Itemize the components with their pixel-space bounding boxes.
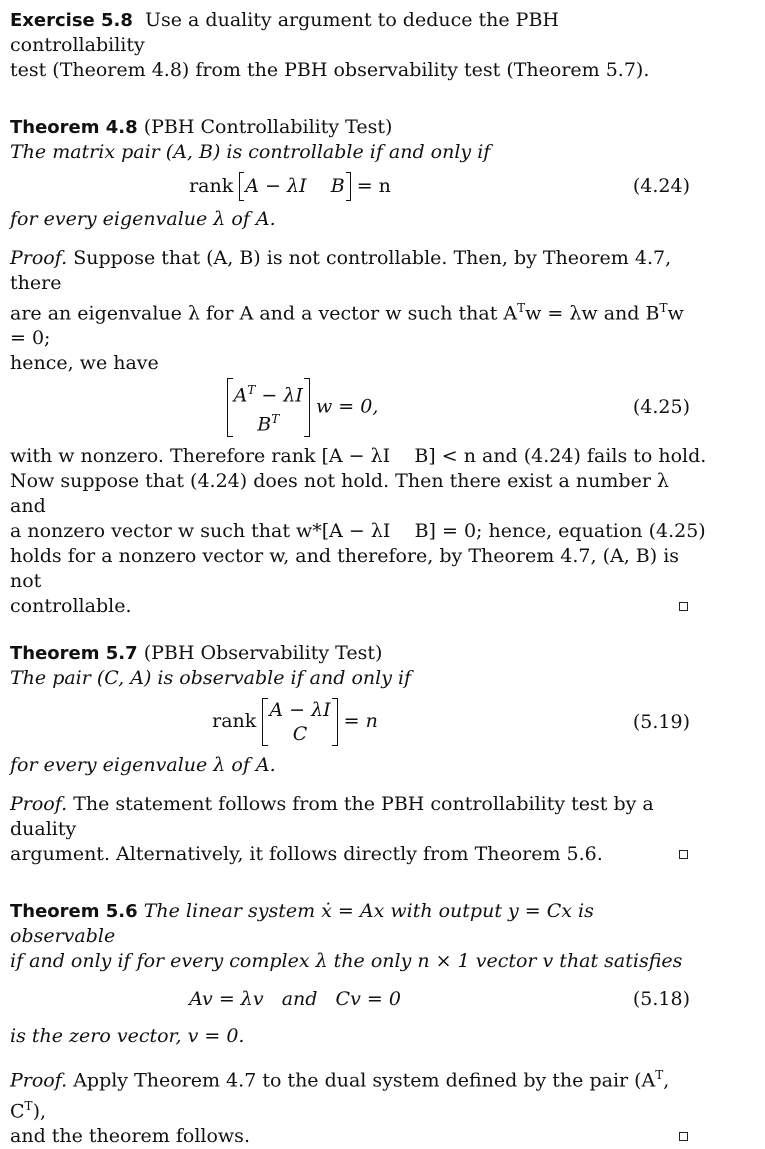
eq-4-25-matrix: $A^T - \lambda I$ $B^T$ (227, 378, 310, 437)
exercise-block (10, 8, 690, 83)
theorem-5-6-statement-1: The linear system ẋ = Ax with output y = Cx is observable (10, 900, 594, 948)
eq-4-24-rhs: = n (356, 175, 391, 197)
eq-5-18-tag: (5.18) (632, 988, 690, 1011)
theorem-5-6-proof: Proof. Apply Theorem 4.7 to the dual system defined by the pair ($A^T$, $C^T$), and the theorem follows. (10, 1063, 690, 1149)
eq-4-25-tag: (4.25) (632, 396, 690, 419)
theorem-4-8-after-eq: for every eigenvalue λ of A. (10, 208, 276, 230)
proof-label: Proof. (10, 1069, 68, 1092)
theorem-5-7-after-eq: for every eigenvalue λ of A. (10, 754, 276, 777)
eq-4-25-rhs: w = 0, (315, 395, 379, 418)
theorem-5-7-statement: The pair (C, A) is observable if and only if (10, 667, 412, 690)
eq-4-24-rank: rank (189, 175, 234, 197)
equation-5-18: Av = λv and Cv = 0 (5.18) (189, 988, 690, 1011)
theorem-5-7-proof: Proof. The statement follows from the PBH controllability test by a duality argument. Alternatively, it follows directly from Theorem 5.6. (10, 792, 690, 867)
exercise-line1: Use a duality argument to deduce the PBH controllability (10, 9, 560, 56)
theorem-4-8-proof-a: Proof. Suppose that (A, B) is not controllable. Then, by Theorem 4.7, there are an eigenvalue λ for A and a vector w such that $A^Tw = \lambda w$ and $B^Tw = 0$; hence, we have (10, 247, 684, 375)
theorem-5-7 (10, 641, 690, 867)
equation-5-19 (10, 691, 690, 753)
theorem-5-7-name: (PBH Observability Test) (143, 642, 383, 665)
eq-5-19-tag: (5.19) (632, 711, 690, 734)
theorem-5-6-label: Theorem 5.6 (10, 901, 138, 923)
proof-label: Proof. (10, 247, 68, 269)
eq-4-24-matrix: A − λI B (239, 175, 350, 197)
exercise-label: Exercise 5.8 (10, 10, 133, 31)
page (10, 8, 707, 1149)
theorem-4-8-statement: The matrix pair (A, B) is controllable if and only if (10, 141, 491, 163)
equation-4-25 (10, 376, 690, 438)
eq-5-19-rhs: = n (343, 710, 378, 733)
qed-box-icon (679, 850, 688, 859)
theorem-4-8-proof-b: with w nonzero. Therefore rank [A − λI B] < n and (4.24) fails to hold. Now suppose that (4.24) does not hold. Then there exist a number λ and a nonzero vector w such that w*[A − λI B] = 0; hence, equation (4.25) holds for a nonzero vector w, and therefore, by Theorem 4.7, (A, B) is not controllable. (10, 445, 707, 618)
theorem-5-6 (10, 899, 690, 1149)
eq-5-19-rank: rank (212, 710, 257, 733)
theorem-5-7-label: Theorem 5.7 (10, 643, 138, 665)
theorem-4-8 (10, 115, 707, 619)
theorem-4-8-name: (PBH Controllability Test) (143, 116, 393, 138)
equation-4-24 (10, 165, 690, 207)
theorem-5-6-statement-2: if and only if for every complex λ the only n × 1 vector v that satisfies (10, 950, 683, 973)
eq-5-19-matrix: A − λI C (262, 698, 337, 746)
proof-label: Proof. (10, 793, 68, 816)
eq-4-24-tag: (4.24) (632, 175, 690, 197)
exercise-line2: test (Theorem 4.8) from the PBH observability test (Theorem 5.7). (10, 59, 650, 81)
theorem-4-8-label: Theorem 4.8 (10, 117, 138, 138)
qed-box-icon (679, 602, 688, 611)
qed-box-icon (679, 1132, 688, 1141)
theorem-5-6-after-eq: is the zero vector, v = 0. (10, 1025, 245, 1048)
